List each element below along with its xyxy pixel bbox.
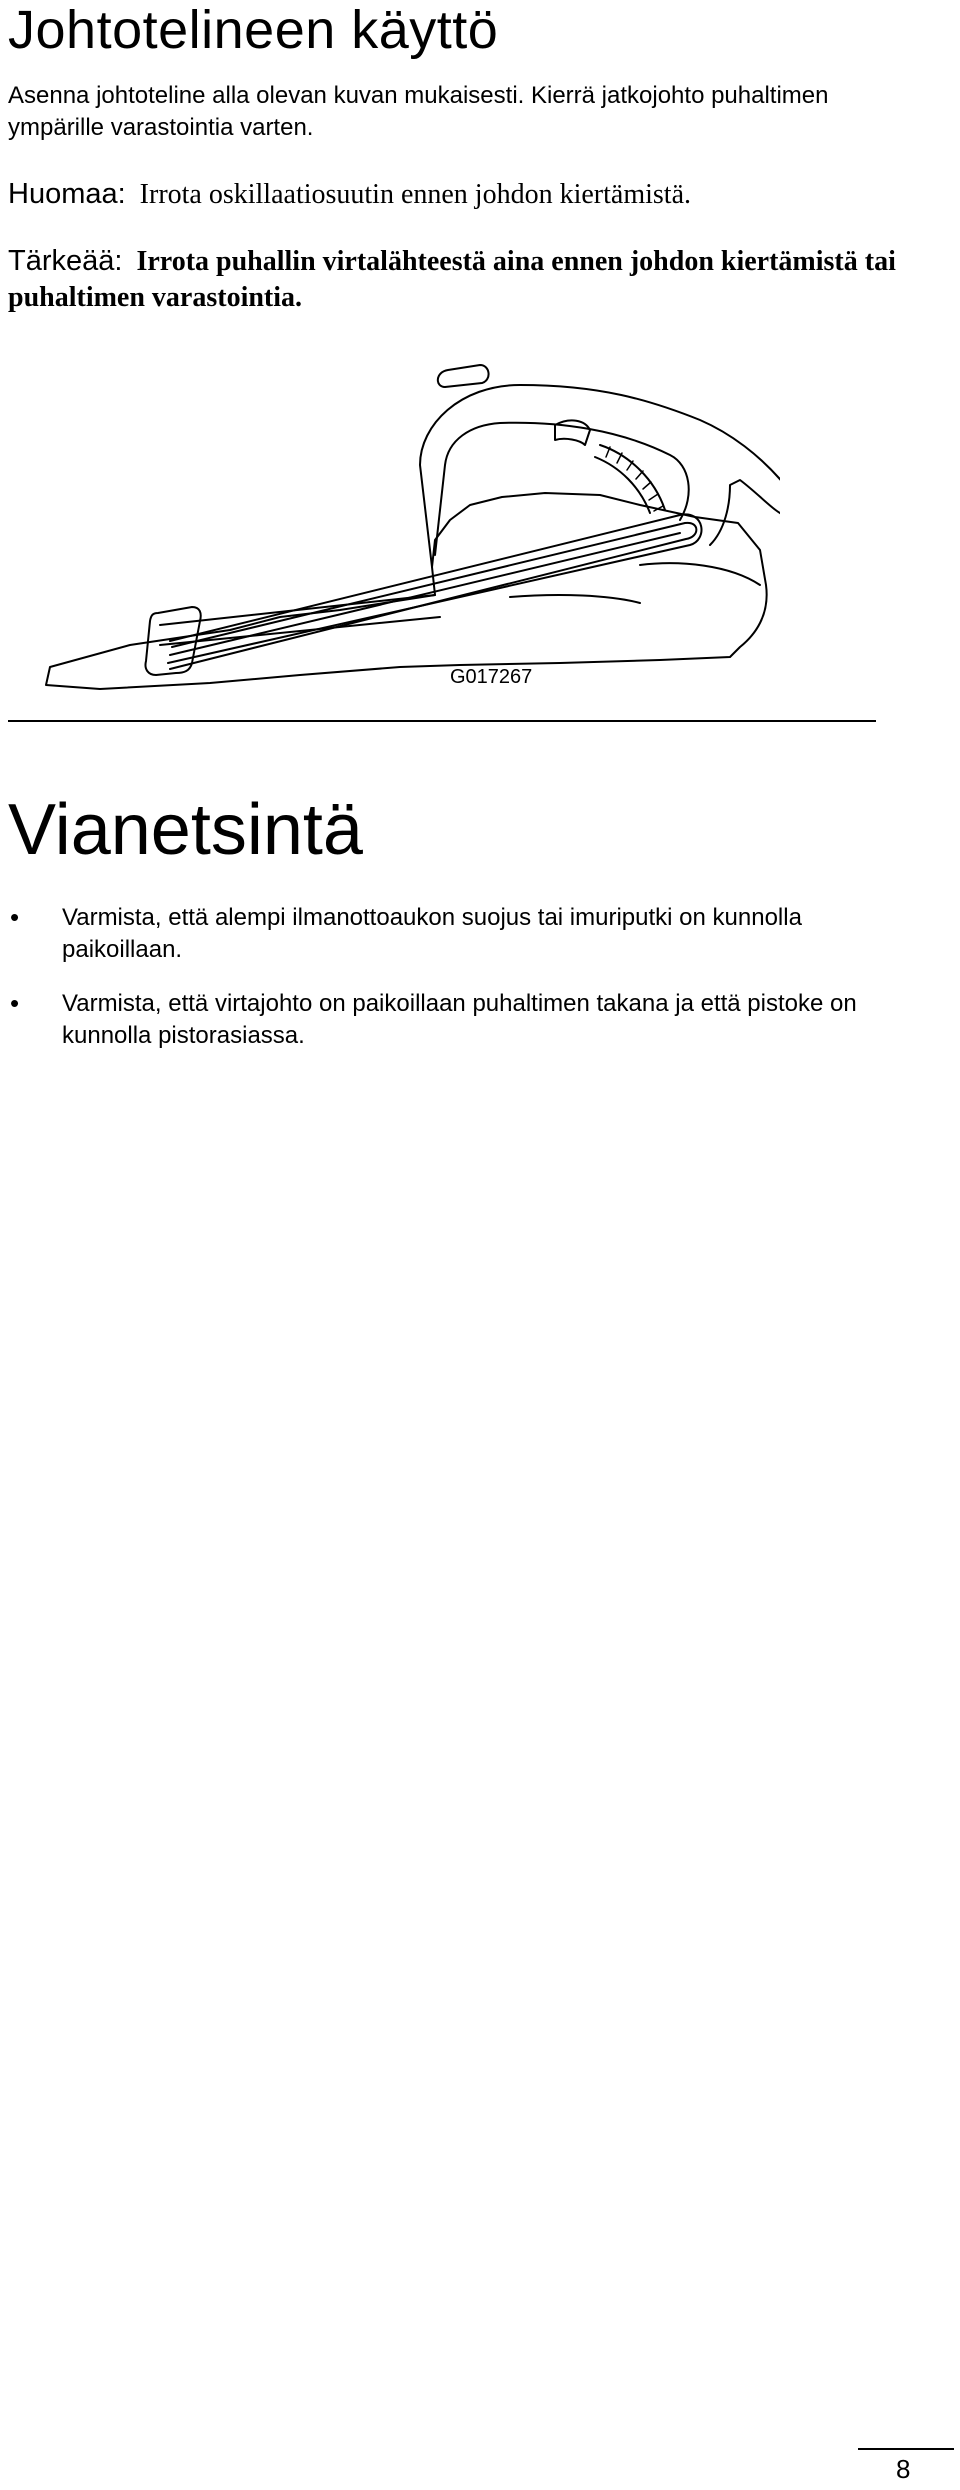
list-item-text: Varmista, että virtajohto on paikoillaan puhaltimen takana ja että pistoke on kunnolla pistorasiassa. [62, 990, 857, 1049]
section-divider [8, 720, 876, 722]
figure-code: G017267 [450, 666, 533, 688]
note-text: Irrota oskillaatiosuutin ennen johdon kiertämistä. [139, 179, 691, 210]
list-item [8, 902, 908, 966]
motor-housing-detail [510, 563, 760, 603]
note-label: Huomaa: [8, 178, 126, 210]
blower-illustration-svg [40, 345, 780, 705]
important-text: Irrota puhallin virtalähteestä aina ennen johdon kiertämistä tai puhaltimen varastointia. [8, 246, 896, 313]
cord-loop-3 [170, 533, 680, 655]
speed-dial-ticks [606, 447, 663, 511]
note-tarkeaa [8, 243, 908, 316]
page-title: Johtotelineen käyttö [8, 0, 499, 60]
footer-rule [858, 2448, 954, 2450]
important-label: Tärkeää: [8, 245, 123, 277]
note-huomaa [8, 176, 908, 213]
handle-grip-shape [438, 365, 489, 387]
blower-cord-wrap-illustration [40, 345, 780, 705]
list-item-text: Varmista, että alempi ilmanottoaukon suojus tai imuriputki on kunnolla paikoillaan. [62, 904, 802, 963]
blower-handle-shape [420, 385, 780, 567]
bullet-icon: • [10, 902, 20, 932]
intro-paragraph: Asenna johtoteline alla olevan kuvan mukaisesti. Kierrä jatkojohto puhaltimen ympärille varastointia varten. [8, 82, 829, 141]
bullet-icon: • [10, 988, 20, 1018]
troubleshooting-title: Vianetsintä [8, 790, 363, 870]
troubleshooting-list [8, 902, 908, 1074]
page-number: 8 [896, 2454, 911, 2484]
list-item [8, 988, 908, 1052]
